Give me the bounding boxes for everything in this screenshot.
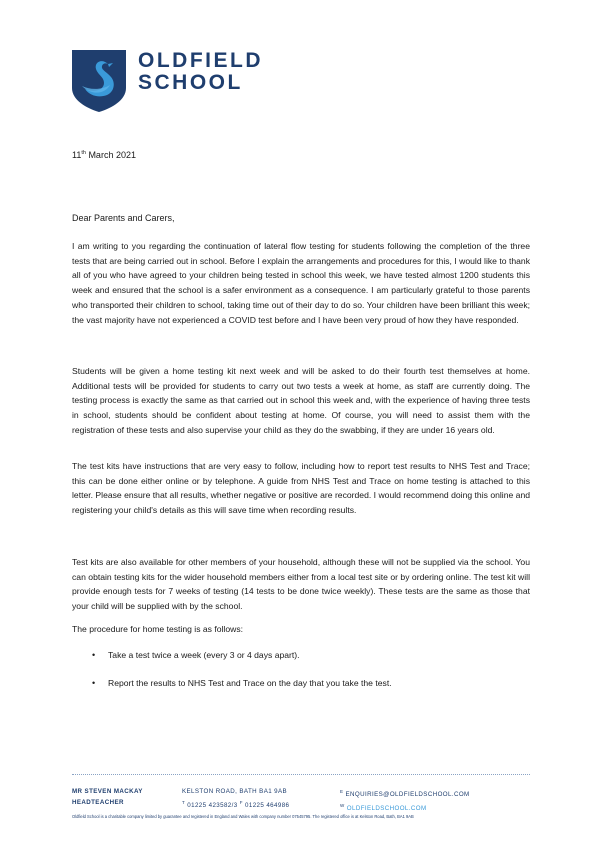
school-logo [72,50,263,112]
list-item-text: Take a test twice a week (every 3 or 4 days apart). [108,650,300,660]
list-item [92,650,392,660]
tel-number: 01225 423582/3 [185,802,240,810]
legal-notice: Oldfield School is a charitable company limited by guarantee and registered in England and Wales with company number 07545795. The registered office is at Kelston Road, Bath, BA1 9AB [72,814,414,819]
footer-address [182,786,289,811]
salutation: Dear Parents and Carers, [72,213,175,223]
headteacher-title: HEADTEACHER [72,799,124,806]
website-link[interactable]: OLDFIELDSCHOOL.COM [344,805,427,813]
tel-prefix: T [182,800,186,805]
paragraph-3: The test kits have instructions that are very easy to follow, including how to report test results to NHS Test and Trace; this can be done either online or by telephone. A guide from NHS Test and Trace on home testing is attached to this letter. Please ensure that all results, whether negative or positive are recorded. I would recommend doing this online and registering your child's details as this will save time when recording results. [72,461,530,516]
headteacher-name: MR STEVEN MACKAY [72,788,143,795]
web-prefix: W [340,803,345,809]
fax-number: 01225 464986 [242,802,290,810]
list-item [92,678,392,688]
date-day: 11 [72,150,82,160]
bullet-icon: • [92,678,96,688]
phone-numbers [182,797,289,811]
footer-divider [72,774,530,775]
email-prefix: E [340,789,344,794]
school-address: KELSTON ROAD, BATH BA1 9AB [182,788,288,795]
footer-contact [340,786,470,814]
wordmark-line-1: OLDFIELD [138,49,263,72]
bullet-icon: • [92,650,96,660]
date-month-year: March 2021 [85,150,136,160]
procedure-list [92,650,392,706]
letter-date [72,150,136,160]
fax-prefix: F [239,800,243,805]
swan-shield-icon [72,50,126,112]
email-line [340,786,470,800]
web-line [340,800,470,814]
email-address[interactable]: ENQUIRIES@OLDFIELDSCHOOL.COM [343,791,470,799]
paragraph-1: I am writing to you regarding the continuation of lateral flow testing for students following the completion of the three tests that are being carried out in school. Before I explain the arrangements and procedures for this, I would like to thank all of you who have agreed to your children being tested in school this week, we have tested almost 1200 students this week and ensured that the school is a safer environment as a consequence. I am particularly grateful to those parents who transported their children to school, taking time out of their day to do so. Your children have been brilliant this week; the vast majority have not experienced a COVID test before and I have been very proud of how they have responded. [72,241,530,325]
footer-headteacher [72,786,143,808]
paragraph-4: Test kits are also available for other members of your household, although these will not be supplied via the school. You can obtain testing kits for the wider household members either from a local test site or by ordering online. The test kit will provide enough tests for 7 weeks of testing (14 tests to be done twice weekly). These tests are the same as those that your child will be supplied with by the school. [72,557,530,612]
wordmark-line-2: SCHOOL [138,71,243,94]
school-wordmark [138,50,263,94]
date-suffix: th [81,150,86,156]
paragraph-2: Students will be given a home testing kit next week and will be asked to do their fourth test themselves at home. Additional tests will be provided for students to carry out two tests a week at home, as staff are currently doing. The testing process is exactly the same as that carried out in school this week and, with the experience of having three tests in school, students should be confident about testing at home. Of course, you will need to assist them with the registration of these tests and also supervise your child as they do the swabbing, if they are under 16 years old. [72,366,530,435]
procedure-intro: The procedure for home testing is as follows: [72,624,244,634]
list-item-text: Report the results to NHS Test and Trace on the day that you take the test. [108,678,392,688]
